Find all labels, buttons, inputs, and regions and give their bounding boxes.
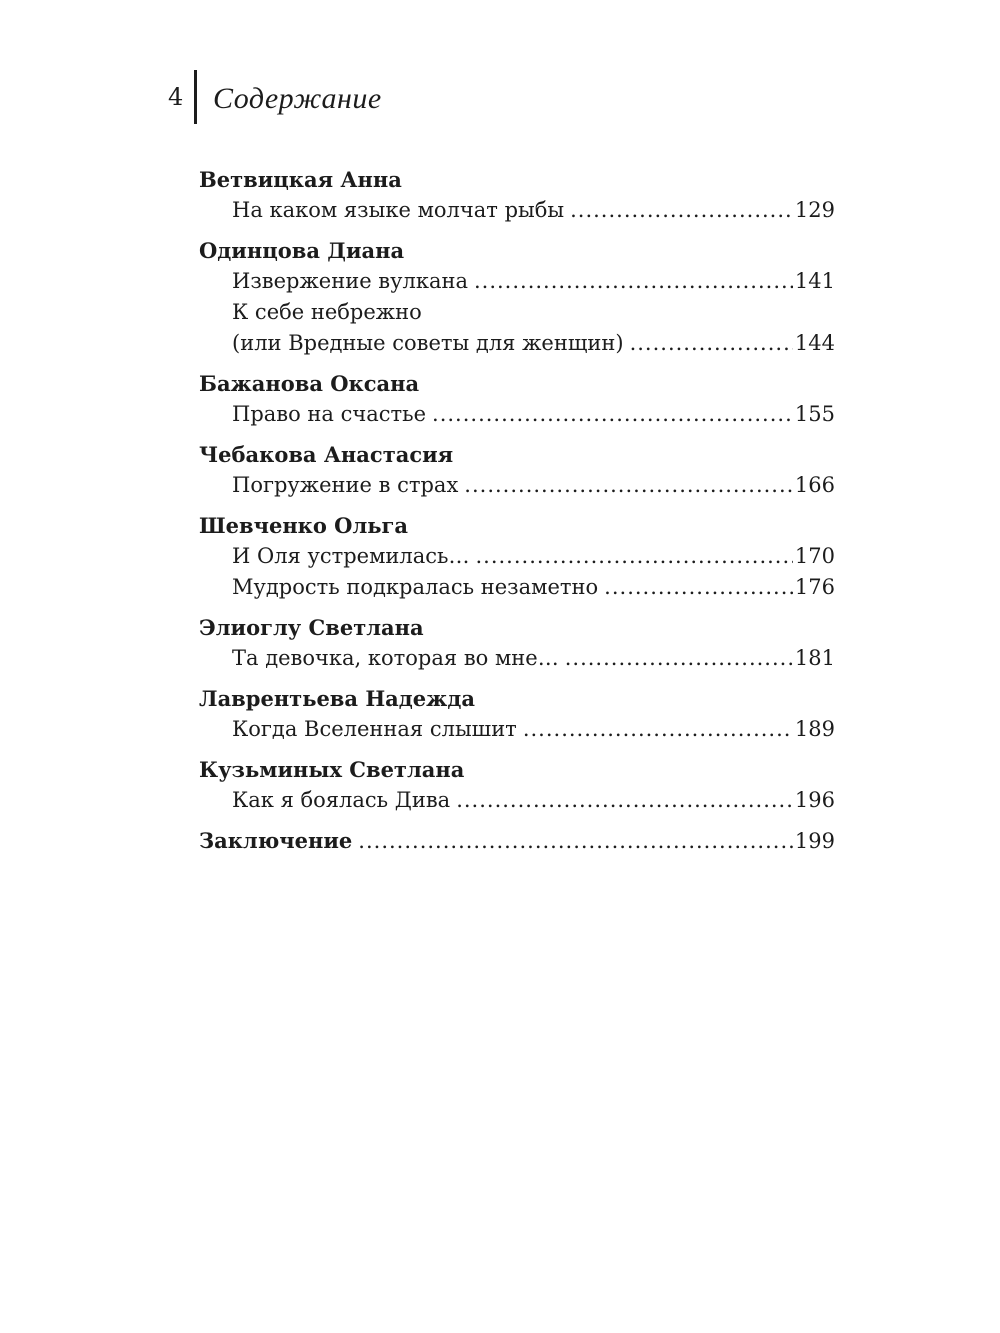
page-header [168, 70, 382, 124]
toc-entry-title: (или Вредные советы для женщин) [232, 331, 624, 355]
dot-leader [523, 714, 793, 745]
toc-entry-page: 144 [794, 331, 835, 355]
toc-entry-page: 196 [794, 788, 835, 812]
dot-leader [464, 470, 793, 501]
dot-leader [475, 541, 792, 572]
toc-entry-title: И Оля устремилась… [232, 544, 470, 568]
toc-entry-page: 181 [794, 646, 835, 670]
toc-entry[interactable] [199, 541, 835, 572]
running-title: Содержание [213, 82, 382, 115]
dot-leader [630, 328, 793, 359]
toc-conclusion-page: 199 [794, 829, 835, 853]
toc-entry[interactable] [199, 643, 835, 674]
toc-entry-title: Извержение вулкана [232, 269, 468, 293]
toc-entry-page: 176 [794, 575, 835, 599]
toc-entry-page: 170 [794, 544, 835, 568]
toc-author: Элиоглу Светлана [199, 615, 424, 640]
toc-conclusion[interactable] [199, 825, 835, 856]
toc-author: Кузьминых Светлана [199, 757, 465, 782]
toc-entry[interactable] [199, 399, 835, 430]
toc-entry-title: К себе небрежно [232, 300, 422, 324]
dot-leader [565, 643, 793, 674]
toc-author: Чебакова Анастасия [199, 442, 454, 467]
dot-leader [570, 195, 793, 226]
dot-leader [474, 266, 793, 297]
toc-entry-title: Когда Вселенная слышит [232, 717, 517, 741]
toc-entry[interactable] [199, 266, 835, 297]
toc-entry-page: 189 [794, 717, 835, 741]
toc-author: Бажанова Оксана [199, 371, 420, 396]
toc-conclusion-title: Заключение [199, 828, 353, 853]
toc-entry-page: 129 [794, 198, 835, 222]
toc-entry-title: На каком языке молчат рыбы [232, 198, 565, 222]
dot-leader [456, 785, 793, 816]
toc-entry-title: Мудрость подкралась незаметно [232, 575, 599, 599]
table-of-contents [199, 164, 835, 856]
toc-entry-title-first-line[interactable] [199, 297, 835, 328]
toc-entry-title: Та девочка, которая во мне… [232, 646, 559, 670]
toc-entry-page: 155 [794, 402, 835, 426]
toc-author: Ветвицкая Анна [199, 167, 402, 192]
toc-entry[interactable] [199, 328, 835, 359]
dot-leader [604, 572, 793, 603]
toc-entry-title: Право на счастье [232, 402, 427, 426]
toc-entry-title: Погружение в страх [232, 473, 459, 497]
header-divider [194, 70, 197, 124]
toc-author: Лаврентьева Надежда [199, 686, 475, 711]
toc-entry-title: Как я боялась Дива [232, 788, 451, 812]
toc-entry[interactable] [199, 195, 835, 226]
toc-entry[interactable] [199, 470, 835, 501]
dot-leader [432, 399, 793, 430]
toc-entry-page: 141 [794, 269, 835, 293]
toc-entry[interactable] [199, 714, 835, 745]
toc-author: Одинцова Диана [199, 238, 405, 263]
toc-entry[interactable] [199, 785, 835, 816]
dot-leader [358, 826, 793, 857]
page-number: 4 [168, 83, 184, 111]
toc-entry-page: 166 [794, 473, 835, 497]
toc-entry[interactable] [199, 572, 835, 603]
toc-author: Шевченко Ольга [199, 513, 408, 538]
